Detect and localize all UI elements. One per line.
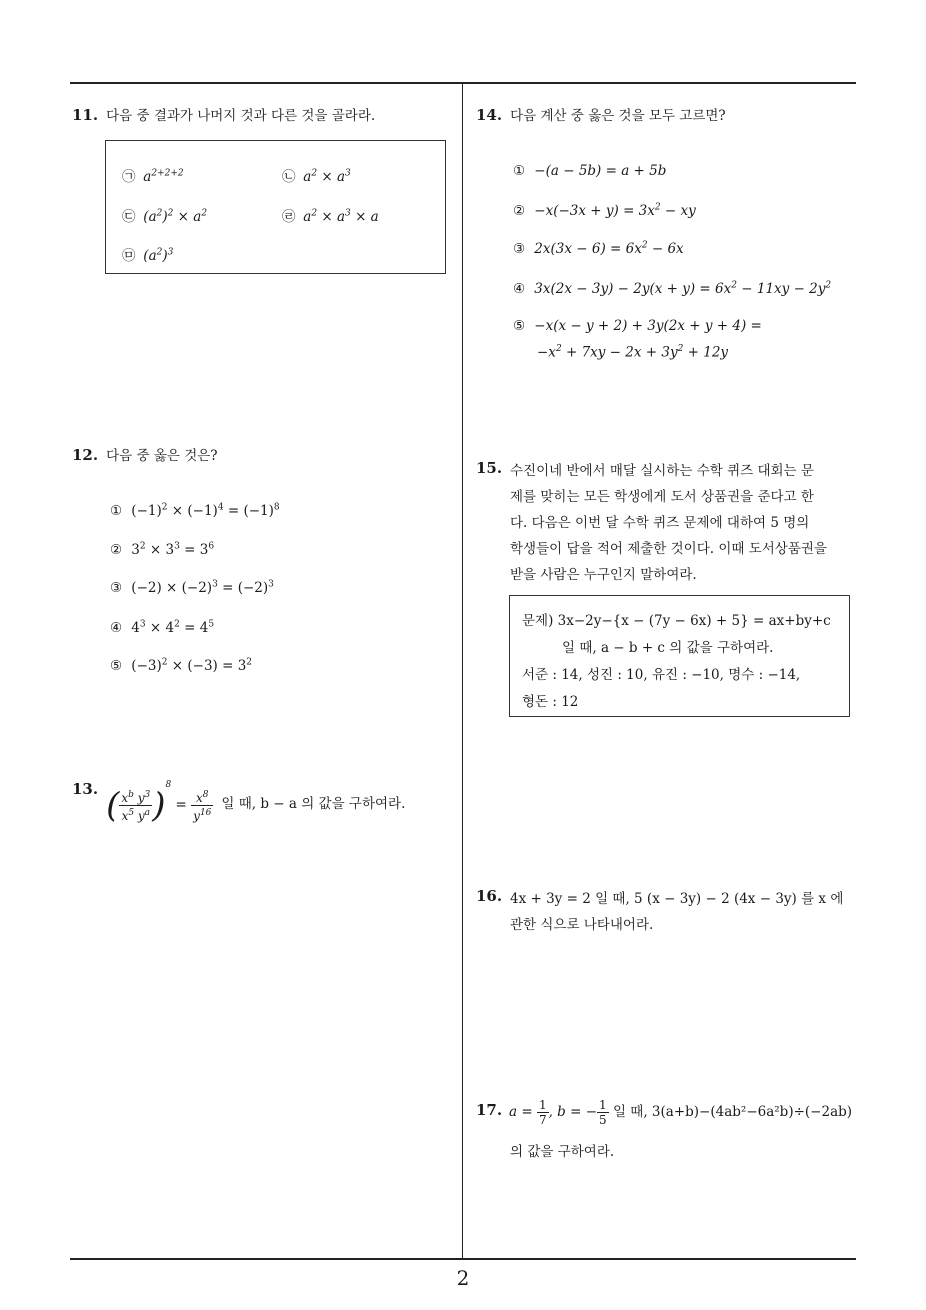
question-text: 일 때, b − a 의 값을 구하여라. — [221, 795, 406, 812]
q17-a-fraction: $\frac{1}{7}$ — [538, 1098, 547, 1127]
option-expr: $a^2 \times a^3$ — [303, 168, 351, 185]
question-number: 14. — [476, 106, 503, 124]
q15-box-line: 형돈 : 12 — [522, 694, 579, 710]
option-expr: $4^3 \times 4^2 = 4^5$ — [131, 619, 215, 636]
option-expr: −(a − 5b) = a + 5b — [534, 163, 667, 179]
q13-left-fraction: $\frac{x^b y^3}{x^5 y^a}$ — [121, 790, 151, 823]
question-11 — [72, 104, 375, 124]
q14-option-5-line2: $-x^2 + 7xy - 2x + 3y^2 + 12y$ — [537, 344, 729, 361]
option-expr: $-x(-3x + y) = 3x^2$ − xy — [534, 202, 696, 219]
option-expr: $(a^2)^3$ — [143, 247, 174, 264]
option-expr: $(-1)^2 \times (-1)^4 = (-1)^8$ — [131, 502, 280, 519]
q16-text-block — [510, 886, 843, 938]
q15-box-line: 일 때, a − b + c 의 값을 구하여라. — [562, 640, 774, 656]
column-divider — [462, 83, 463, 1259]
q15-text-block — [510, 458, 860, 588]
q11-option-5[interactable]: ㉤ $(a^2)^3$ — [122, 247, 174, 264]
q15-line: 학생들이 답을 적어 제출한 것이다. 이때 도서상품권을 — [510, 541, 827, 557]
question-number: 13. — [72, 780, 99, 798]
question-15 — [476, 458, 502, 477]
option-expr: $a^{2+2+2}$ — [143, 168, 184, 185]
question-12 — [72, 444, 218, 464]
option-expr: $(-3)^2 \times (-3) = 3^2$ — [131, 657, 253, 674]
question-text: 다음 중 결과가 나머지 것과 다른 것을 골라라. — [106, 108, 376, 124]
option-expr: −x(x − y + 2) + 3y(2x + y + 4) = — [534, 318, 762, 334]
q14-option-2[interactable]: ② $-x(-3x + y) = 3x^2$ − xy — [513, 202, 696, 219]
q15-box-line: 서준 : 14, 성진 : 10, 유진 : −10, 명수 : −14, — [522, 667, 801, 683]
q12-option-1[interactable]: ① $(-1)^2 \times (-1)^4 = (-1)^8$ — [110, 502, 280, 519]
q15-line: 받을 사람은 누구인지 말하여라. — [510, 567, 697, 583]
q11-option-3[interactable]: ㉢ $(a^2)^2 \times a^2$ — [122, 208, 208, 225]
option-expr: $3^2 \times 3^3 = 3^6$ — [131, 541, 215, 558]
q12-option-5[interactable]: ⑤ $(-3)^2 \times (-3) = 3^2$ — [110, 657, 253, 674]
question-number: 12. — [72, 446, 99, 464]
option-expr: $a^2 \times a^3 \times a$ — [303, 208, 379, 225]
q13-outer-power: 8 — [165, 780, 172, 790]
q12-option-3[interactable]: ③ $(-2) \times (-2)^3 = (-2)^3$ — [110, 579, 274, 596]
option-expr: $(-2) \times (-2)^3 = (-2)^3$ — [131, 579, 274, 596]
page-number: 2 — [456, 1266, 470, 1290]
q17-expr: 일 때, 3(a+b)−(4ab²−6a²b)÷(−2ab) — [612, 1104, 853, 1120]
question-16 — [476, 886, 502, 905]
q11-option-4[interactable]: ㉣ $a^2 \times a^3 \times a$ — [282, 208, 379, 225]
q12-option-4[interactable]: ④ $4^3 \times 4^2 = 4^5$ — [110, 619, 215, 636]
option-expr: $2x(3x - 6) = 6x^2 - 6x$ — [534, 240, 684, 257]
q17-line2: 의 값을 구하여라. — [510, 1144, 615, 1160]
question-13 — [72, 780, 406, 826]
q14-option-1[interactable]: ① −(a − 5b) = a + 5b — [513, 163, 667, 179]
question-number: 17. — [476, 1101, 503, 1119]
q11-option-1[interactable]: ㉠ $a^{2+2+2}$ — [122, 168, 184, 185]
q14-option-3[interactable]: ③ $2x(3x - 6) = 6x^2 - 6x$ — [513, 240, 684, 257]
question-text: 다음 중 옳은 것은? — [106, 448, 218, 464]
bottom-rule — [70, 1258, 856, 1260]
question-text: 다음 계산 중 옳은 것을 모두 고르면? — [510, 108, 726, 124]
option-expr: $3x(2x - 3y) - 2y(x + y) = 6x^2 - 11xy - 2y^2$ — [534, 280, 832, 297]
question-14 — [476, 104, 726, 124]
q14-option-4[interactable]: ④ $3x(2x - 3y) - 2y(x + y) = 6x^2 - 11xy - 2y^2$ — [513, 280, 832, 297]
top-rule — [70, 82, 856, 84]
q17-b-fraction: $\frac{1}{5}$ — [599, 1098, 607, 1127]
option-expr: $(a^2)^2 \times a^2$ — [143, 208, 208, 225]
question-number: 15. — [476, 459, 503, 477]
q15-line: 제를 맞히는 모든 학생에게 도서 상품권을 준다고 한 — [510, 489, 814, 505]
question-number: 11. — [72, 106, 99, 124]
q15-box-content — [522, 608, 831, 716]
q15-box-line: 문제) 3x−2y−{x − (7y − 6x) + 5} = ax+by+c — [522, 613, 831, 629]
q16-line: 4x + 3y = 2 일 때, 5 (x − 3y) − 2 (4x − 3y) 를 x 에 — [510, 891, 844, 907]
q14-option-5[interactable]: ⑤ −x(x − y + 2) + 3y(2x + y + 4) = — [513, 318, 762, 334]
q17-expression-line: a = $\frac{1}{7}$ , b = − $\frac{1}{5}$ 일 때, 3(a+b)−(4ab²−6a²b)÷(−2ab) — [509, 1098, 853, 1127]
q15-line: 다. 다음은 이번 달 수학 퀴즈 문제에 대하여 5 명의 — [510, 515, 810, 531]
question-number: 16. — [476, 887, 503, 905]
q15-line: 수진이네 반에서 매달 실시하는 수학 퀴즈 대회는 문 — [510, 463, 814, 479]
q11-option-2[interactable]: ㉡ $a^2 \times a^3$ — [282, 168, 351, 185]
q13-right-fraction: $\frac{x^8}{y^{16}}$ — [193, 790, 212, 823]
q13-expression: ( $\frac{x^b y^3}{x^5 y^a}$ )$^8$ = $\frac{x^8}{y^{16}}$ — [106, 780, 212, 826]
question-17 — [476, 1100, 502, 1119]
q12-option-2[interactable]: ② $3^2 \times 3^3 = 3^6$ — [110, 541, 215, 558]
q16-line: 관한 식으로 나타내어라. — [510, 917, 654, 933]
